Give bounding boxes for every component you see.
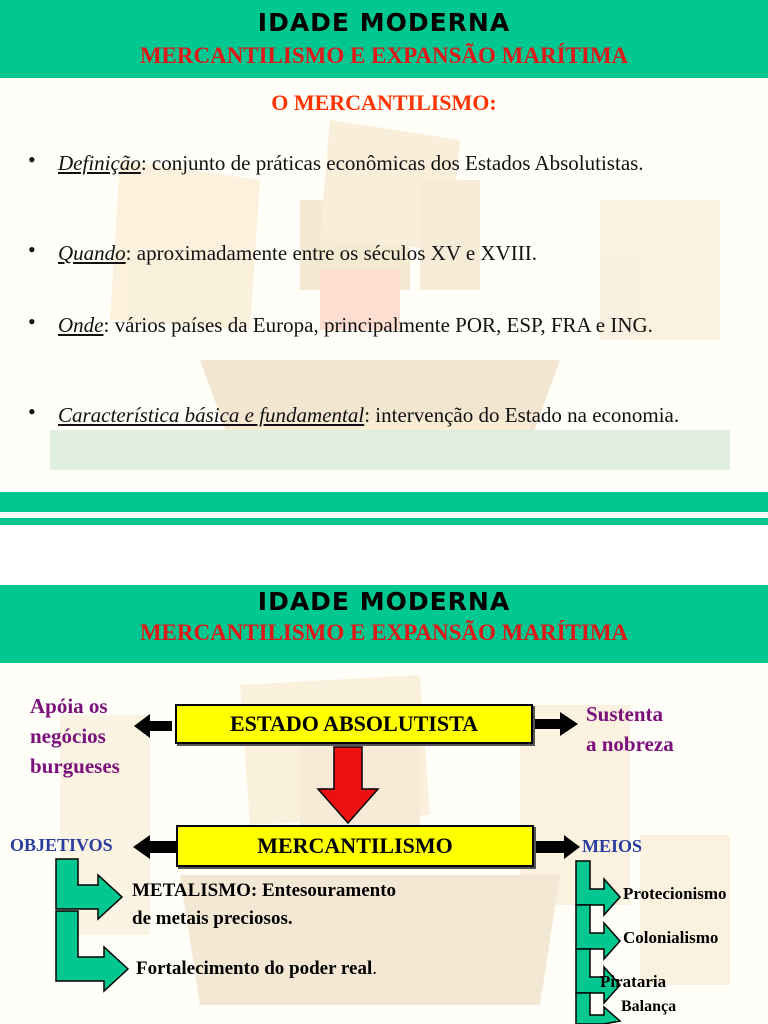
bullet-term: Onde [58, 313, 104, 337]
right-note-line: Sustenta [586, 702, 664, 726]
bullet-dot: • [28, 309, 36, 334]
arrow-down-red [318, 747, 378, 823]
right-note-line: a nobreza [586, 732, 674, 756]
bullet-dot: • [28, 147, 36, 172]
bullet-text: : intervenção do Estado na economia. [364, 403, 680, 427]
objectives-label: OBJETIVOS [10, 835, 113, 855]
footer-band-thick [0, 492, 768, 512]
slide-1-header-title: IDADE MODERNA [257, 8, 511, 37]
slide-2-header-subtitle: MERCANTILISMO E EXPANSÃO MARÍTIMA [139, 620, 629, 645]
diagram-arrows [0, 585, 768, 1024]
right-note [586, 699, 674, 759]
bullet-text: : aproximadamente entre os séculos XV e XVIII. [125, 241, 537, 265]
bullet-dot: • [28, 399, 36, 424]
state-box: ESTADO ABSOLUTISTA [175, 704, 533, 744]
bullet-dot: • [28, 237, 36, 262]
slide-1-header [0, 0, 768, 78]
objective-line: de metais preciosos. [132, 908, 293, 929]
mercantilism-box: MERCANTILISMO [176, 825, 534, 867]
bullet-text: : conjunto de práticas econômicas dos Estados Absolutistas. [140, 151, 644, 175]
left-note [30, 691, 120, 781]
bent-arrow-objective-1 [56, 859, 122, 919]
arrow-left-state [134, 714, 172, 738]
means-label: MEIOS [582, 836, 643, 856]
objective-line: METALISMO: Entesouramento [132, 880, 397, 901]
arrow-right-state [534, 712, 578, 736]
objective-metalism [132, 877, 396, 933]
footer-band-thin [0, 518, 768, 525]
left-note-line: Apóia os [30, 694, 108, 718]
bullet-when [28, 237, 748, 269]
objective-suffix: . [372, 958, 377, 979]
slide-2-header-title: IDADE MODERNA [257, 587, 511, 616]
bullet-term: Característica básica e fundamental [58, 403, 365, 427]
bullet-text: : vários países da Europa, principalmente POR, ESP, FRA e ING. [103, 313, 653, 337]
bullet-where [28, 309, 748, 341]
left-note-line: negócios [30, 724, 106, 748]
means-colonialism: Colonialismo [623, 928, 719, 947]
bullet-term: Quando [58, 241, 126, 265]
bent-arrow-objective-2 [56, 911, 128, 991]
bullet-characteristic [28, 399, 748, 431]
arrow-right-mercantilism [535, 835, 580, 859]
arrow-left-mercantilism [133, 835, 176, 859]
bullet-term: Definição [58, 151, 141, 175]
objective-royal-power [136, 955, 377, 983]
bent-arrow-means-4 [576, 993, 620, 1024]
means-piracy: Pirataria [600, 972, 667, 991]
left-note-line: burgueses [30, 754, 120, 778]
means-balance: Balança [621, 998, 677, 1015]
slide-2 [0, 585, 768, 1024]
section-title: O MERCANTILISMO: [271, 90, 497, 115]
slide-1-header-subtitle: MERCANTILISMO E EXPANSÃO MARÍTIMA [139, 43, 629, 68]
means-protectionism: Protecionismo [623, 884, 727, 903]
bullet-definition [28, 147, 748, 179]
objective-line: Fortalecimento do poder real [136, 958, 373, 979]
